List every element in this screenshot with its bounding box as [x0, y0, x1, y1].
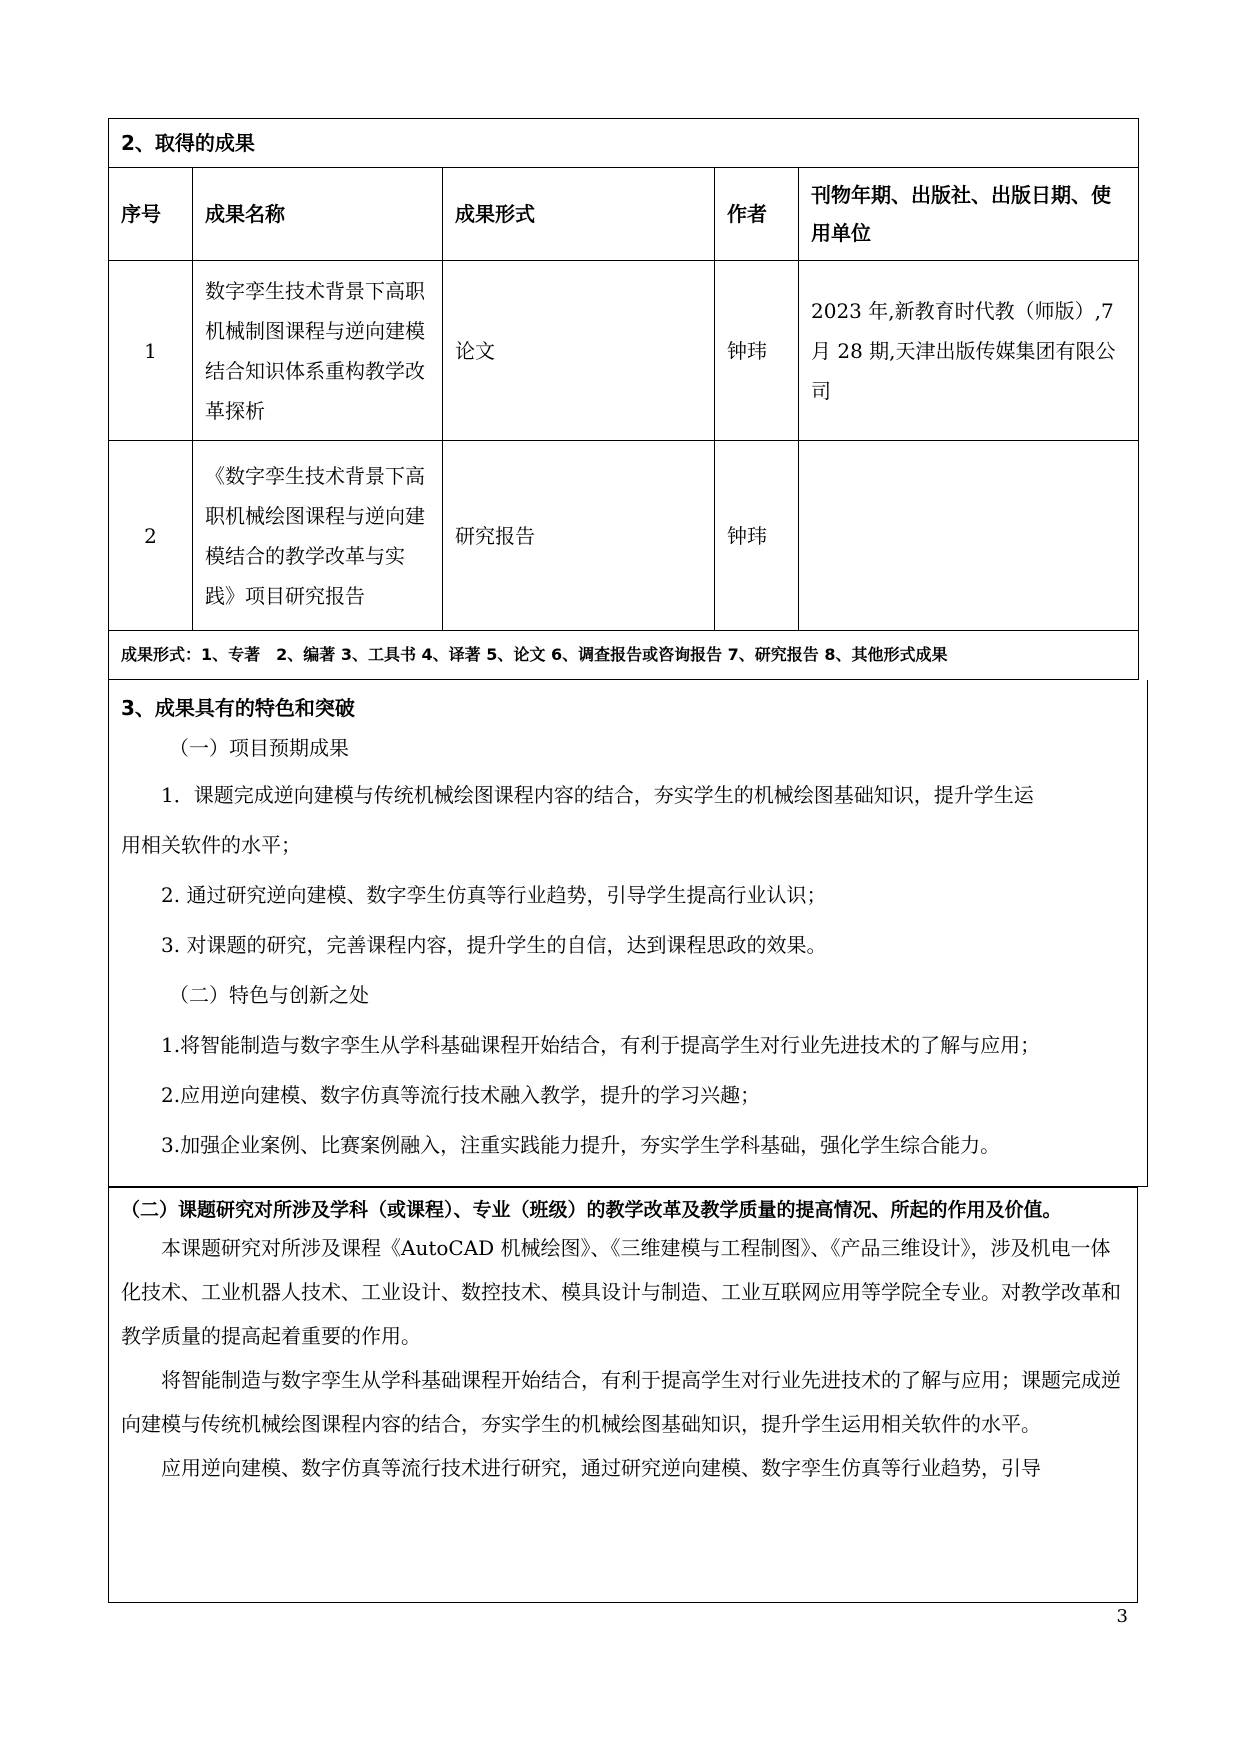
row-name: 《数字孪生技术背景下高职机械绘图课程与逆向建模结合的教学改革与实践》项目研究报告 — [193, 441, 443, 631]
header-no: 序号 — [109, 168, 193, 261]
document-page — [108, 118, 1138, 1603]
paragraph: 本课题研究对所涉及课程《AutoCAD 机械绘图》、《三维建模与工程制图》、《产品三维设计》，涉及机电一体化技术、工业机器人技术、工业设计、数控技术、模具设计与制造、工业互联网应用等学院全专业。对教学改革和教学质量的提高起着重要的作用。 — [121, 1236, 1121, 1348]
section3-box — [108, 680, 1148, 1187]
section3-title: 3、成果具有的特色和突破 — [121, 696, 355, 720]
table-row — [109, 441, 1139, 631]
list-item: 2. 通过研究逆向建模、数字孪生仿真等行业趋势，引导学生提高行业认识； — [161, 883, 827, 907]
section3-sub2: （二）特色与创新之处 — [169, 983, 369, 1007]
list-item: 3.加强企业案例、比赛案例融入，注重实践能力提升，夯实学生学科基础，强化学生综合能力。 — [161, 1133, 1001, 1157]
paragraph: 应用逆向建模、数字仿真等流行技术进行研究，通过研究逆向建模、数字孪生仿真等行业趋势，引导 — [161, 1456, 1041, 1480]
table-header-row — [109, 168, 1139, 261]
header-pub: 刊物年期、出版社、出版日期、使用单位 — [799, 168, 1139, 261]
section4-box — [108, 1187, 1138, 1603]
list-item: 1．课题完成逆向建模与传统机械绘图课程内容的结合，夯实学生的机械绘图基础知识，提升学生运 — [161, 783, 1034, 807]
list-item: 3. 对课题的研究，完善课程内容，提升学生的自信，达到课程思政的效果。 — [161, 933, 827, 957]
row-author: 钟玮 — [715, 261, 799, 441]
header-author: 作者 — [715, 168, 799, 261]
table-row — [109, 261, 1139, 441]
section2-title: 2、取得的成果 — [109, 119, 1139, 168]
form-note: 成果形式：1、专著 2、编著 3、工具书 4、译著 5、论文 6、调查报告或咨询报告 7、研究报告 8、其他形式成果 — [109, 631, 1139, 680]
page-number: 3 — [1116, 1606, 1128, 1627]
row-form: 研究报告 — [443, 441, 715, 631]
header-name: 成果名称 — [193, 168, 443, 261]
section3-sub1: （一）项目预期成果 — [169, 736, 349, 760]
row-form: 论文 — [443, 261, 715, 441]
list-item: 2.应用逆向建模、数字仿真等流行技术融入教学，提升的学习兴趣； — [161, 1083, 761, 1107]
results-table — [108, 118, 1139, 680]
row-pub — [799, 441, 1139, 631]
list-item: 1.将智能制造与数字孪生从学科基础课程开始结合，有利于提高学生对行业先进技术的了解与应用； — [161, 1033, 1041, 1057]
row-no: 1 — [109, 261, 193, 441]
row-name: 数字孪生技术背景下高职机械制图课程与逆向建模结合知识体系重构教学改革探析 — [193, 261, 443, 441]
row-author: 钟玮 — [715, 441, 799, 631]
paragraph: 将智能制造与数字孪生从学科基础课程开始结合，有利于提高学生对行业先进技术的了解与应用；课题完成逆向建模与传统机械绘图课程内容的结合，夯实学生的机械绘图基础知识，提升学生运用相关软件的水平。 — [121, 1368, 1121, 1436]
section4-title: （二）课题研究对所涉及学科（或课程）、专业（班级）的教学改革及教学质量的提高情况、所起的作用及价值。 — [121, 1199, 1062, 1221]
header-form: 成果形式 — [443, 168, 715, 261]
list-item: 用相关软件的水平； — [121, 833, 301, 857]
row-no: 2 — [109, 441, 193, 631]
row-pub: 2023 年,新教育时代教（师版）,7 月 28 期,天津出版传媒集团有限公司 — [799, 261, 1139, 441]
section2-title-row — [109, 119, 1139, 168]
form-note-row — [109, 631, 1139, 680]
